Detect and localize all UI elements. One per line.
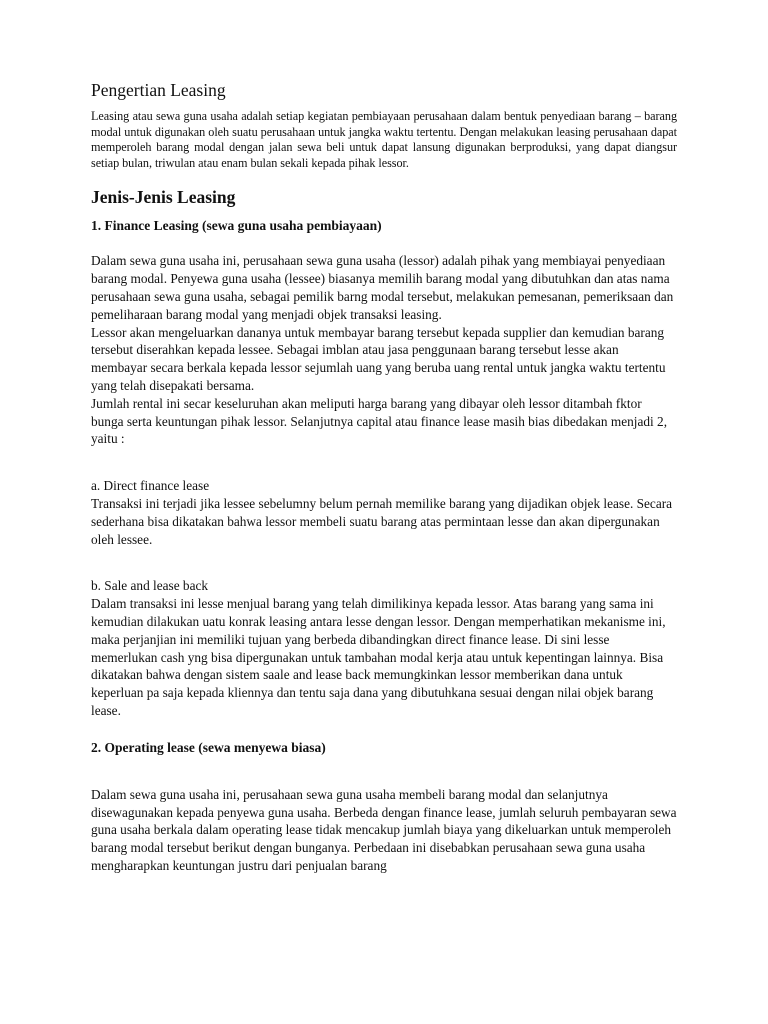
subsection-a-text: Transaksi ini terjadi jika lessee sebelumny belum pernah memilike barang yang dijadikan objek lease. Secara sederhana bisa dikatakan bahwa lessor membeli suatu barang atas permintaan lesse dan akan dipergunakan oleh lessee.	[91, 495, 673, 547]
section-2-text: Dalam sewa guna usaha ini, perusahaan sewa guna usaha membeli barang modal dan selanjutnya disewagunakan kepada penyewa guna usaha. Berbeda dengan finance lease, jumlah seluruh pembayaran sewa guna usaha berkala dalam operating lease tidak mencakup jumlah biaya yang dikeluarkan untuk memperoleh barang modal tersebut berikut dengan bunganya. Perbedaan ini disebabkan perusahaan sewa guna usaha mengharapkan keuntungan justru dari penjualan barang	[91, 786, 677, 873]
subsection-a-title: a. Direct finance lease	[91, 478, 210, 494]
heading-jenis-jenis-leasing: Jenis-Jenis Leasing	[91, 187, 236, 208]
section-1-paragraph: Jumlah rental ini secar keseluruhan akan meliputi harga barang yang dibayar oleh lessor ditambah fktor bunga serta keuntungan pihak lessor. Selanjutnya capital atau finance lease masih bias dibedakan menjadi 2, yaitu :	[91, 395, 668, 447]
section-2-title: 2. Operating lease (sewa menyewa biasa)	[91, 739, 326, 755]
section-1-paragraph: Lessor akan mengeluarkan dananya untuk membayar barang tersebut kepada supplier dan kemudian barang tersebut diserahkan kepada lessee. Sebagai imblan atau jasa penggunaan barang tersebut lesse akan membayar secara berkala kepada lessor sejumlah uang yang beruba uang rental untuk jangka waktu tertentu yang telah disepakati bersama.	[91, 324, 666, 393]
section-1-title: 1. Finance Leasing (sewa guna usaha pembiayaan)	[91, 218, 382, 234]
heading-pengertian-leasing: Pengertian Leasing	[91, 80, 226, 100]
section-1-paragraph: Dalam sewa guna usaha ini, perusahaan sewa guna usaha (lessor) adalah pihak yang membiayai penyediaan barang modal. Penyewa guna usaha (lessee) biasanya memilih barang modal yang dibutuhkan dan atas nama perusahaan sewa guna usaha, sebagai pemilik barng modal tersebut, melakukan pemesanan, pemeriksaan dan pemeliharaan barang modal yang menjadi objek transaksi leasing.	[91, 253, 674, 322]
intro-paragraph: Leasing atau sewa guna usaha adalah setiap kegiatan pembiayaan perusahaan dalam bentuk penyediaan barang – barang modal untuk digunakan oleh suatu perusahaan untuk jangka waktu tertentu. Dengan melakukan leasing perusahaan dapat memperoleh barang modal dengan jalan sewa beli untuk dapat lansung digunakan berproduksi, yang dapat diangsur setiap bulan, triwulan atau enam bulan sekali kepada pihak lessor.	[91, 109, 677, 170]
section-1-body	[91, 252, 677, 448]
subsection-sale-and-lease-back	[91, 577, 677, 719]
subsection-direct-finance-lease	[91, 477, 677, 548]
subsection-b-title: b. Sale and lease back	[91, 578, 209, 594]
subsection-b-text: Dalam transaksi ini lesse menjual barang yang telah dimilikinya kepada lessor. Atas barang yang sama ini kemudian dilakukan uatu konrak leasing antara lesse dengan lessor. Dengan memperhatikan mekanisme ini, maka perjanjian ini memiliki tujuan yang berbeda dibandingkan direct finance lease. Di sini lesse memerlukan cash yng bisa dipergunakan untuk tambahan modal kerja atau untuk kepentingan lainnya. Bisa dikatakan bahwa dengan sistem saale and lease back memungkinkan lessor memberikan dana untuk keperluan pa saja kepada kliennya dan tentu saja dana yang dibutuhkana sesuai dengan nilai objek barang lease.	[91, 596, 666, 718]
